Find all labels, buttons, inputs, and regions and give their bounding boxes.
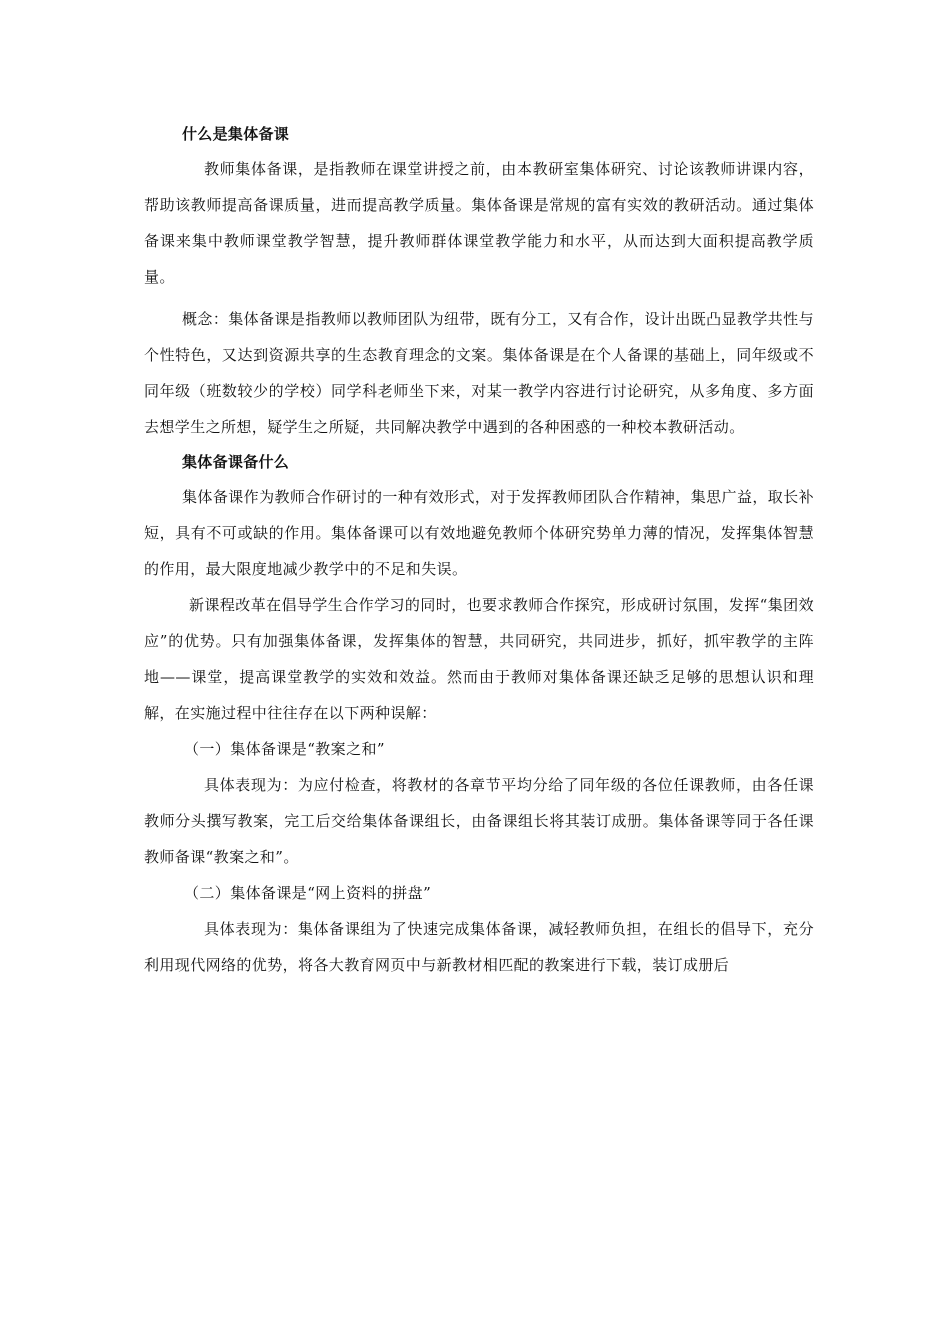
paragraph-concept: 概念：集体备课是指教师以教师团队为纽带，既有分工，又有合作，设计出既凸显教学共性与个性特色，又达到资源共享的生态教育理念的文案。集体备课是在个人备课的基础上，同年级或不同年级（班数较少的学校）同学科老师坐下来，对某一教学内容进行讨论研究，从多角度、多方面去想学生之所想，疑学生之所疑，共同解决教学中遇到的各种困惑的一种校本教研活动。 (144, 310, 814, 436)
misconception-1-text: 具体表现为：为应付检查，将教材的各章节平均分给了同年级的各位任课教师，由各任课教师分头撰写教案，完工后交给集体备课组长，由备课组长将其装订成册。集体备课等同于各任课教师备课“教案之和”。 (144, 776, 814, 866)
section-heading-what-is: 什么是集体备课 (182, 125, 290, 143)
paragraph-reform: 新课程改革在倡导学生合作学习的同时，也要求教师合作探究，形成研讨氛围，发挥“集团效应”的优势。只有加强集体备课，发挥集体的智慧，共同研究，共同进步，抓好，抓牢教学的主阵地——课堂，提高课堂教学的实效和效益。然而由于教师对集体备课还缺乏足够的思想认识和理解，在实施过程中往往存在以下两种误解： (144, 596, 814, 722)
misconception-2-text: 具体表现为：集体备课组为了快速完成集体备课，减轻教师负担，在组长的倡导下，充分利用现代网络的优势，将各大教育网页中与新教材相匹配的教案进行下载，装订成册后 (144, 920, 814, 974)
section-heading-what-to-prepare: 集体备课备什么 (182, 453, 290, 471)
misconception-1-title: （一）集体备课是“教案之和” (184, 740, 385, 758)
misconception-2-title: （二）集体备课是“网上资料的拼盘” (184, 884, 432, 902)
paragraph-definition: 教师集体备课，是指教师在课堂讲授之前，由本教研室集体研究、讨论该教师讲课内容，帮助该教师提高备课质量，进而提高教学质量。集体备课是常规的富有实效的教研活动。通过集体备课来集中教师课堂教学智慧，提升教师群体课堂教学能力和水平，从而达到大面积提高教学质量。 (144, 160, 814, 286)
document-body (144, 121, 814, 983)
paragraph-purpose: 集体备课作为教师合作研讨的一种有效形式，对于发挥教师团队合作精神，集思广益，取长补短，具有不可或缺的作用。集体备课可以有效地避免教师个体研究势单力薄的情况，发挥集体智慧的作用，最大限度地减少教学中的不足和失误。 (144, 488, 814, 578)
